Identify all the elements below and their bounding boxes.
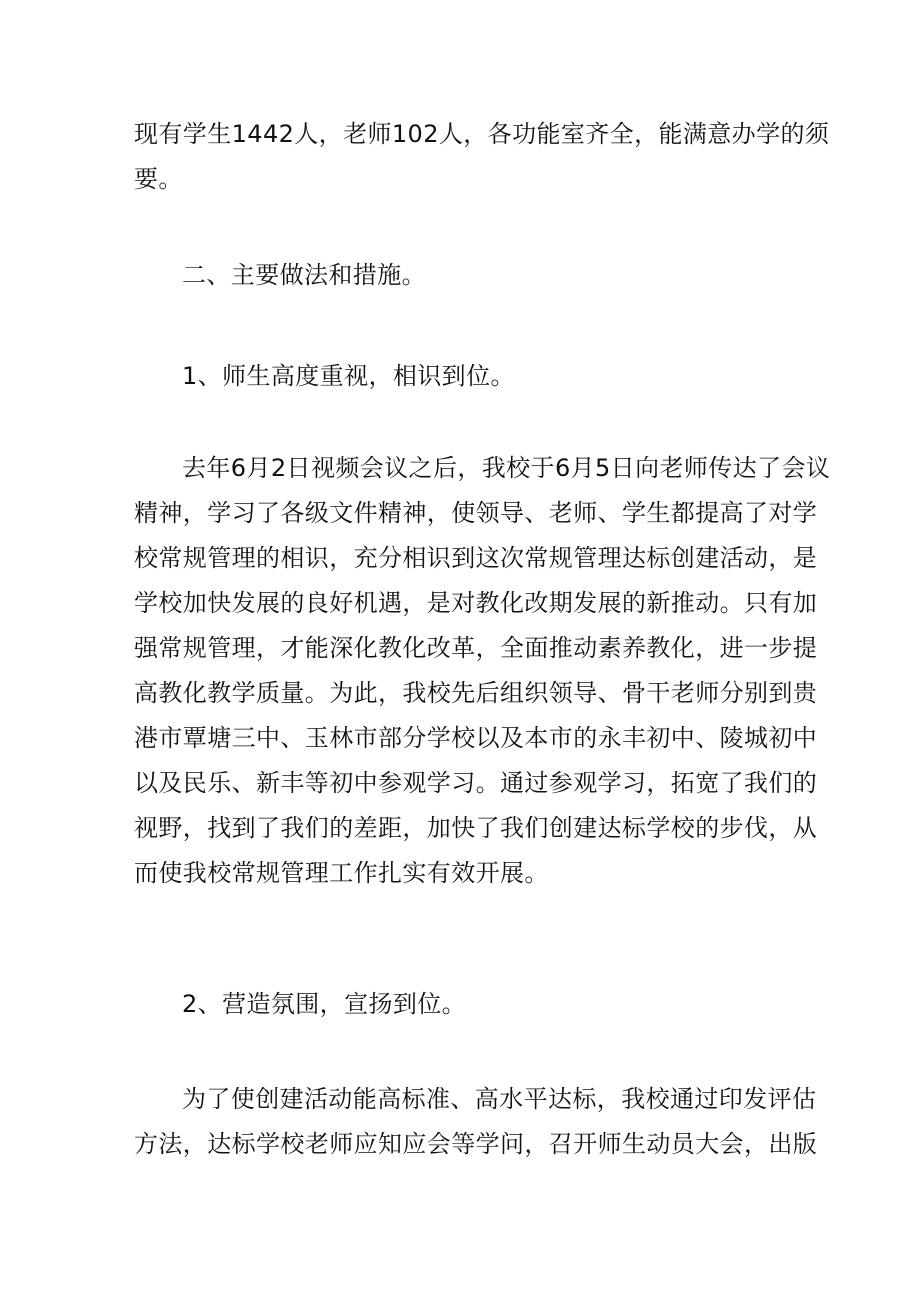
paragraph-line: 方法，达标学校老师应知应会等学问，召开师生动员大会，出版 [134, 1130, 818, 1158]
paragraph-line: 视野，找到了我们的差距，加快了我们创建达标学校的步伐，从 [134, 814, 818, 842]
paragraph-intro [134, 112, 830, 202]
paragraph-body-2 [134, 1077, 818, 1167]
section-heading-text: 二、主要做法和措施。 [182, 261, 426, 289]
paragraph-line: 强常规管理，才能深化教化改革，全面推动素养教化，进一步提 [134, 634, 818, 662]
subsection-heading-text: 2、营造氛围，宣扬到位。 [182, 990, 467, 1018]
subsection-heading-2 [134, 982, 794, 1027]
paragraph-line: 校常规管理的相识，充分相识到这次常规管理达标创建活动，是 [134, 544, 818, 572]
paragraph-line: 以及民乐、新丰等初中参观学习。通过参观学习，拓宽了我们的 [134, 769, 818, 797]
subsection-heading-text: 1、师生高度重视，相识到位。 [182, 362, 515, 390]
paragraph-line: 现有学生1442人，老师102人，各功能室齐全，能满意办学的须 [134, 120, 830, 148]
paragraph-body-1 [134, 446, 831, 896]
section-heading [134, 253, 794, 298]
paragraph-line: 而使我校常规管理工作扎实有效开展。 [134, 859, 549, 887]
paragraph-line: 学校加快发展的良好机遇，是对教化改期发展的新推动。只有加 [134, 589, 818, 617]
paragraph-line: 港市覃塘三中、玉林市部分学校以及本市的永丰初中、陵城初中 [134, 724, 818, 752]
paragraph-line: 精神，学习了各级文件精神，使领导、老师、学生都提高了对学 [134, 499, 818, 527]
paragraph-line: 高教化教学质量。为此，我校先后组织领导、骨干老师分别到贵 [134, 679, 818, 707]
subsection-heading-1 [134, 354, 794, 399]
paragraph-line: 去年6月2日视频会议之后，我校于6月5日向老师传达了会议 [182, 454, 831, 482]
paragraph-line: 要。 [134, 165, 183, 193]
paragraph-line: 为了使创建活动能高标准、高水平达标，我校通过印发评估 [182, 1085, 817, 1113]
